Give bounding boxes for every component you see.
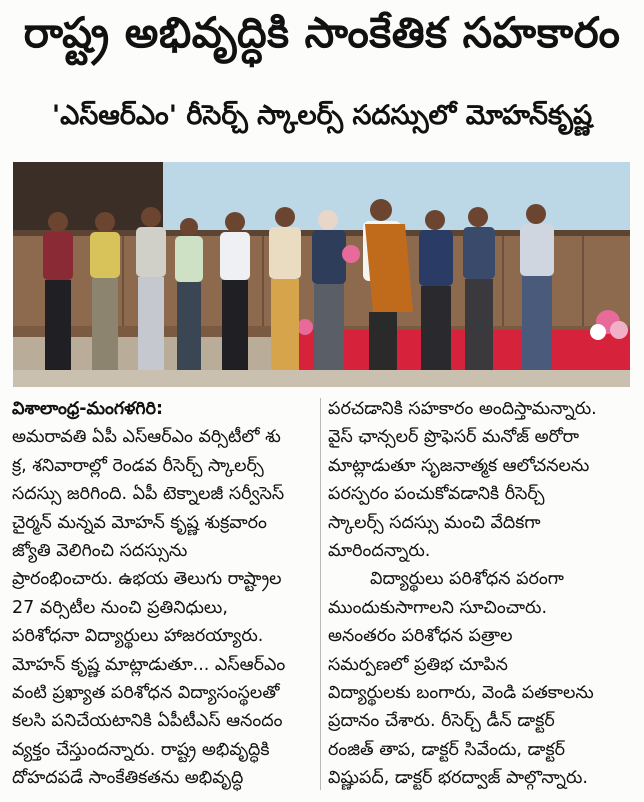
body-line: ప్రదానం చేశారు. రీసెర్చ్ డీన్ డాక్టర్ — [328, 711, 555, 732]
body-line: దోహదపడే సాంకేతికతను అభివృద్ధి — [12, 768, 244, 789]
news-photo-illustration — [13, 162, 630, 387]
body-line: స్కాలర్స్ సదస్సు మంచి వేదికగా — [328, 512, 541, 533]
body-line: అమరావతి ఏపీ ఎస్ఆర్ఎం వర్సిటీలో శు — [12, 427, 281, 448]
bouquet-icon — [342, 245, 360, 263]
article-column-left — [12, 395, 316, 793]
body-line: అనంతరం పరిశోధన పత్రాల — [328, 626, 513, 647]
body-line: పరచడానికి సహకారం అందిస్తామన్నారు. — [328, 399, 597, 419]
body-line: సమర్పణలో ప్రతిభ చూపిన — [328, 654, 508, 675]
shawl-icon — [365, 224, 413, 312]
article-column-right — [328, 395, 632, 793]
body-line: వైస్ ఛాన్సలర్ ప్రొఫెసర్ మనోజ్ అరోరా — [328, 427, 580, 448]
body-line: 27 వర్సిటీల నుంచి ప్రతినిధులు, — [12, 597, 228, 618]
body-line: విద్యార్థులకు బంగారు, వెండి పతకాలను — [328, 683, 594, 704]
headline: రాష్ట్ర అభివృద్ధికి సాంకేతిక సహకారం — [23, 8, 621, 57]
body-line: పరిశోధనా విద్యార్థులు హాజరయ్యారు. — [12, 626, 264, 647]
body-line: జ్యోతి వెలిగించి సదస్సును — [12, 541, 188, 562]
body-line: ప్రారంభించారు. ఉభయ తెలుగు రాష్ట్రాల — [12, 569, 282, 590]
body-line: మాట్లాడుతూ సృజనాత్మక ఆలోచనలను — [328, 455, 590, 476]
body-line: సదస్సు జరిగింది. ఏపీ టెక్నాలజీ సర్వీసెస్ — [12, 484, 285, 505]
body-line: విద్యార్థులు పరిశోధన పరంగా — [370, 569, 564, 590]
news-photo — [13, 162, 630, 387]
dateline: విశాలాంధ్ర-మంగళగిరి: — [12, 399, 163, 419]
body-line: కలసి పనిచేయటానికి ఏపీటీఎస్ ఆనందం — [12, 711, 283, 732]
body-line: క్ర, శనివారాల్లో రెండవ రీసెర్చ్ స్కాలర్స్ — [12, 455, 264, 476]
body-line: వ్యక్తం చేస్తుందన్నారు. రాష్ట్ర అభివృద్ధికి — [12, 739, 270, 760]
body-line: మారిందన్నారు. — [328, 541, 431, 562]
body-line: వంటి ప్రఖ్యాత పరిశోధన విద్యాసంస్థలతో — [12, 683, 280, 704]
body-line: విష్ణుపద్, డాక్టర్ భరద్వాజ్ పాల్గొన్నారు. — [328, 768, 588, 789]
column-divider — [320, 398, 321, 790]
body-line: మోహన్ కృష్ణ మాట్లాడుతూ... ఎస్ఆర్ఎం — [12, 654, 286, 675]
body-line: ముందుకుసాగాలని సూచించారు. — [328, 597, 548, 618]
body-line: రంజిత్ తాప, డాక్టర్ సివేందు, డాక్టర్ — [328, 739, 566, 760]
body-line: చైర్మన్ మన్నవ మోహన్ కృష్ణ శుక్రవారం — [12, 512, 267, 533]
body-line: పరస్పరం పంచుకోవడానికి రీసెర్చ్ — [328, 484, 545, 505]
subheadline: 'ఎస్ఆర్ఎం' రీసెర్చ్ స్కాలర్స్ సదస్సులో మోహన్‌కృష్ణ — [51, 100, 593, 131]
